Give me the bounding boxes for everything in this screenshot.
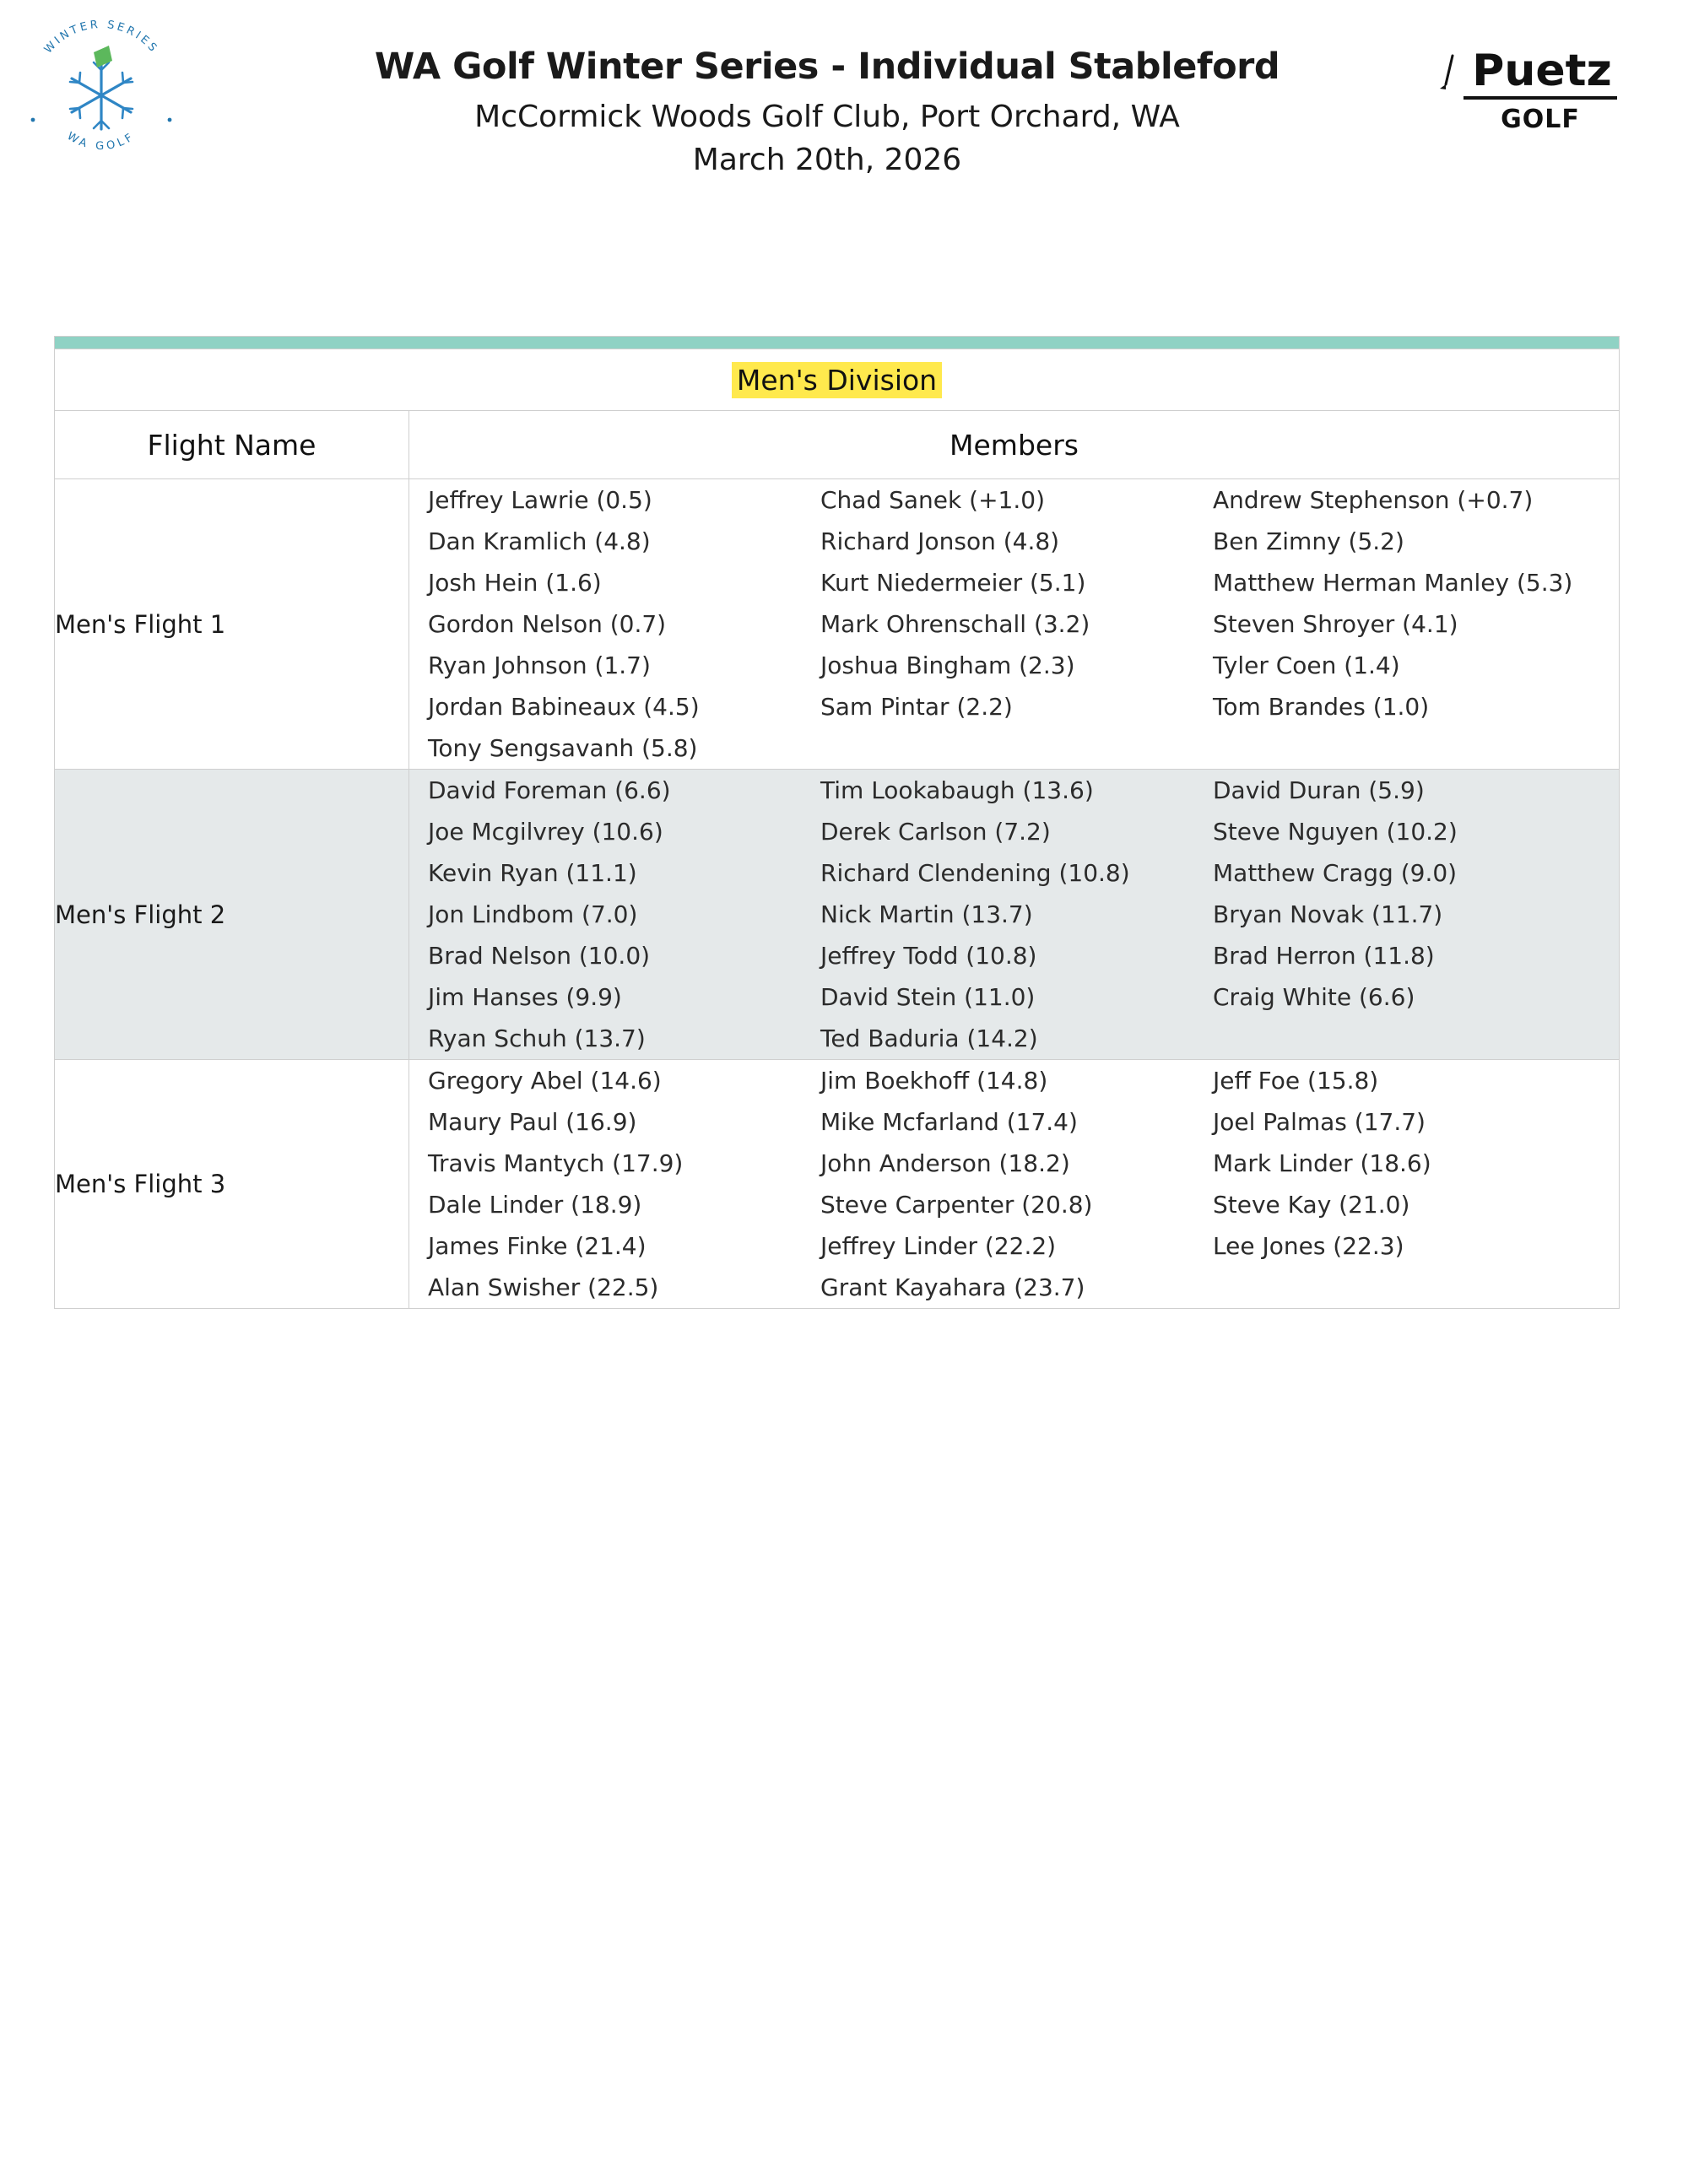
- member: Steve Carpenter (20.8): [820, 1191, 1093, 1219]
- member: Matthew Herman Manley (5.3): [1213, 569, 1573, 597]
- member: Kurt Niedermeier (5.1): [820, 569, 1086, 597]
- member: Tony Sengsavanh (5.8): [428, 734, 698, 762]
- member: Jeffrey Todd (10.8): [820, 942, 1037, 970]
- member: Kevin Ryan (11.1): [428, 859, 637, 887]
- table-row: [55, 1060, 1620, 1309]
- table-row: [55, 479, 1620, 770]
- member: Jeff Foe (15.8): [1213, 1067, 1379, 1095]
- member: Sam Pintar (2.2): [820, 693, 1013, 721]
- page-title: WA Golf Winter Series - Individual Stableford: [374, 46, 1280, 88]
- member: Richard Clendening (10.8): [820, 859, 1130, 887]
- member: Tom Brandes (1.0): [1213, 693, 1430, 721]
- member: Alan Swisher (22.5): [428, 1273, 659, 1301]
- flight-name: Men's Flight 2: [55, 770, 409, 1060]
- member: Steve Kay (21.0): [1213, 1191, 1410, 1219]
- member: Ben Zimny (5.2): [1213, 527, 1404, 555]
- member: Brad Nelson (10.0): [428, 942, 651, 970]
- flight-members: [409, 770, 1620, 1060]
- member: Mark Linder (18.6): [1213, 1149, 1431, 1177]
- member: Jordan Babineaux (4.5): [428, 693, 700, 721]
- golf-club-icon: [1438, 54, 1460, 93]
- member: Dale Linder (18.9): [428, 1191, 642, 1219]
- member: Dan Kramlich (4.8): [428, 527, 651, 555]
- member: Andrew Stephenson (+0.7): [1213, 486, 1534, 514]
- member: [802, 727, 1194, 769]
- division-cell: [55, 349, 1620, 411]
- member: Gordon Nelson (0.7): [428, 610, 667, 638]
- flight-members: [409, 479, 1620, 770]
- flights-table-wrapper: [54, 336, 1620, 1309]
- member: Josh Hein (1.6): [428, 569, 602, 597]
- document-header: [0, 0, 1688, 253]
- member: Lee Jones (22.3): [1213, 1232, 1404, 1260]
- member: Ryan Johnson (1.7): [428, 651, 651, 679]
- member: Ted Baduria (14.2): [820, 1024, 1038, 1052]
- flights-table: [54, 349, 1620, 1309]
- member: Matthew Cragg (9.0): [1213, 859, 1458, 887]
- member: Joe Mcgilvrey (10.6): [428, 818, 663, 846]
- member: Maury Paul (16.9): [428, 1108, 637, 1136]
- member: Jim Hanses (9.9): [428, 983, 622, 1011]
- member: John Anderson (18.2): [820, 1149, 1070, 1177]
- puetz-golf-logo: [1443, 46, 1637, 134]
- member: Mark Ohrenschall (3.2): [820, 610, 1090, 638]
- svg-text:WA GOLF: WA GOLF: [64, 129, 138, 153]
- column-header-flight-name: Flight Name: [55, 411, 409, 479]
- table-accent-band: [54, 336, 1620, 349]
- member: David Stein (11.0): [820, 983, 1036, 1011]
- member: Jim Boekhoff (14.8): [820, 1067, 1048, 1095]
- member: Bryan Novak (11.7): [1213, 900, 1443, 928]
- flight-members: [409, 1060, 1620, 1309]
- member: Tim Lookabaugh (13.6): [820, 776, 1094, 804]
- member: Jeffrey Linder (22.2): [820, 1232, 1057, 1260]
- member: James Finke (21.4): [428, 1232, 647, 1260]
- member: Travis Mantych (17.9): [428, 1149, 684, 1177]
- member: Gregory Abel (14.6): [428, 1067, 662, 1095]
- member: Steve Nguyen (10.2): [1213, 818, 1458, 846]
- table-header-row: [55, 411, 1620, 479]
- page-subtitle-venue: McCormick Woods Golf Club, Port Orchard, WA: [474, 100, 1180, 135]
- member: [1194, 1018, 1587, 1059]
- puetz-golf-subtext: GOLF: [1501, 105, 1580, 134]
- column-header-members: Members: [409, 411, 1620, 479]
- member: Jeffrey Lawrie (0.5): [428, 486, 652, 514]
- page-subtitle-date: March 20th, 2026: [692, 143, 962, 178]
- member: Richard Jonson (4.8): [820, 527, 1060, 555]
- flight-name: Men's Flight 1: [55, 479, 409, 770]
- member: Joel Palmas (17.7): [1213, 1108, 1426, 1136]
- member: Ryan Schuh (13.7): [428, 1024, 646, 1052]
- division-label: Men's Division: [732, 362, 942, 398]
- member: Chad Sanek (+1.0): [820, 486, 1045, 514]
- member: David Duran (5.9): [1213, 776, 1425, 804]
- member: Tyler Coen (1.4): [1213, 651, 1400, 679]
- member: Nick Martin (13.7): [820, 900, 1033, 928]
- member: Craig White (6.6): [1213, 983, 1415, 1011]
- puetz-wordmark: Puetz: [1463, 49, 1617, 100]
- member: Joshua Bingham (2.3): [820, 651, 1075, 679]
- title-block: [279, 46, 1376, 179]
- member: Grant Kayahara (23.7): [820, 1273, 1085, 1301]
- member: Jon Lindbom (7.0): [428, 900, 638, 928]
- member: Derek Carlson (7.2): [820, 818, 1051, 846]
- wa-golf-winter-series-logo: [21, 8, 181, 177]
- member: David Foreman (6.6): [428, 776, 671, 804]
- member: Steven Shroyer (4.1): [1213, 610, 1458, 638]
- member: Brad Herron (11.8): [1213, 942, 1435, 970]
- member: [1194, 1267, 1587, 1308]
- table-row: [55, 770, 1620, 1060]
- division-row: [55, 349, 1620, 411]
- svg-text:WINTER SERIES: WINTER SERIES: [41, 18, 161, 57]
- member: [1194, 727, 1587, 769]
- flight-name: Men's Flight 3: [55, 1060, 409, 1309]
- member: Mike Mcfarland (17.4): [820, 1108, 1078, 1136]
